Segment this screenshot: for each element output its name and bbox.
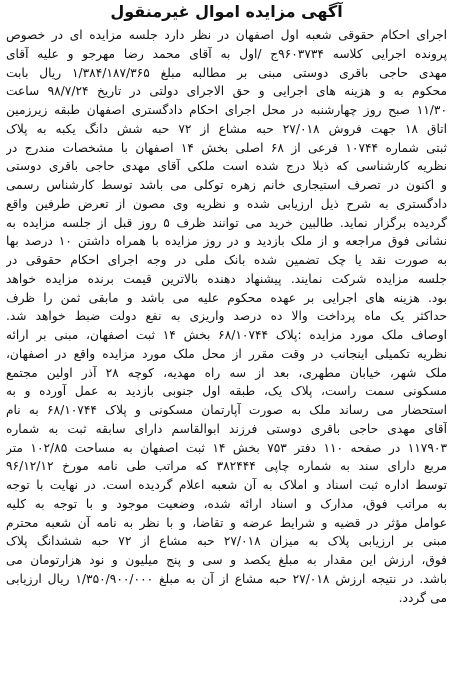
notice-body-line: استحضار می رساند ملک به صورت آپارتمان مسکونی و پلاک ۶۸/۱۰۷۴۴ به نام — [6, 403, 447, 417]
notice-body-line: گردیده برگزار نماید. طالبین خرید می توانند ظرف ۵ روز قبل از جلسه مزایده به — [6, 215, 447, 230]
notice-title: آگهی مزایده اموال غیرمنقول — [110, 2, 343, 21]
notice-body-line: حداکثر یک ماه پرداخت والا ده درصد واریزی به نفع دولت ضبط خواهد شد. — [6, 309, 447, 324]
notice-body-line: باشد. در نتیجه ارزش ۲۷/۰۱۸ حبه مشاع از آن به مبلغ ۱/۳۵۰/۹۰۰/۰۰۰ ریال ارزیابی — [6, 571, 447, 586]
notice-body-line: مربع دارای سند به شماره چاپی ۳۸۲۴۴۴ که مراتب طی نامه مورخ ۹۶/۱۲/۱۲ — [6, 459, 447, 474]
notice-body-line: جلسه مزایده شرکت نمایند. پیشنهاد دهنده بالاترین قیمت برنده مزایده خواهد — [6, 271, 447, 286]
notice-body-line: اتاق ۱۸ جهت فروش ۲۷/۰۱۸ حبه مشاع از ۷۲ حبه شش دانگ یکبه به پلاک — [6, 121, 447, 136]
notice-body-line: توسط اداره ثبت اسناد و املاک به آن شعبه اعلام گردیده است. در نهایت با توجه — [6, 478, 447, 492]
notice-body-line: ملک شهر، خیابان مطهری، بعد از سه راه مهدیه، کوچه ۲۸ آذر اولین مجتمع — [6, 365, 447, 380]
notice-body-line: نشانی فوق مراجعه و از ملک بازدید و در روز مزایده با همراه داشتن ۱۰ درصد بها — [6, 234, 447, 249]
notice-body — [4, 26, 449, 607]
notice-body-line: عوامل مؤثر در قضیه و شرایط عرضه و تقاضا، و با نظر به نامه آن شعبه محترم — [6, 515, 447, 530]
notice-body-line: ۱۱۷۹۰۳ در صفحه ۱۱۰ دفتر ۷۵۳ بخش ۱۴ ثبت اصفهان به مساحت ۱۰۲/۸۵ متر — [6, 440, 447, 455]
notice-body-line: مسکونی سمت راست، پلاک یک، طبقه اول جنوبی بازدید به عمل آورده و به — [6, 384, 447, 399]
notice-body-line: ثبتی شماره ۱۰۷۴۴ فرعی از ۶۸ اصلی بخش ۱۴ اصفهان با مشخصات مندرج در — [6, 140, 447, 155]
notice-body-line: به مراتب فوق، مدارک و اسناد ارائه شده، وضعیت موجود و با توجه به کلیه — [6, 496, 447, 511]
notice-body-line: مهدی حاجی باقری دوستی مبنی بر مطالبه مبلغ ۱/۳۸۴/۱۸۷/۳۶۵ ریال بابت — [6, 65, 447, 80]
notice-body-line: پرونده اجرایی کلاسه ۹۶۰۳۷۳۴ج /اول به آقای محمد رضا مهرجو و علیه آقای — [6, 46, 447, 61]
notice-body-line: به صورت نقد یا چک تضمین شده بانک ملی در وجه اجرای احکام حقوقی در — [6, 253, 447, 267]
notice-body-line: می گردد. — [398, 590, 447, 605]
notice-body-line: بود. هزینه های اجرایی بر عهده محکوم علیه می باشد و مابقی ثمن را ظرف — [6, 290, 447, 305]
notice-body-line: نظریه کارشناسی که ذیلا درج شده است ملکی آقای مهدی حاجی باقری دوستی — [6, 159, 447, 174]
notice-body-line: و اکنون در تصرف استیجاری خانم زهره توکلی می باشد توسط کارشناس رسمی — [6, 178, 447, 192]
notice-body-line: مبنی بر ارزیابی پلاک به میزان ۲۷/۰۱۸ حبه مشاع از ۷۲ حبه ششدانگ پلاک — [6, 534, 447, 549]
notice-document — [4, 2, 449, 684]
notice-body-line: نظریه تکمیلی اینجانب در وقت مقرر از محل ملک مورد مزایده واقع در اصفهان، — [6, 346, 447, 361]
notice-body-line: دادگستری به شرح ذیل ارزیابی شده و نظریه وی مصون از تعرض طرفین واقع — [6, 196, 447, 211]
notice-body-line: اجرای احکام حقوقی شعبه اول اصفهان در نظر دارد جلسه مزایده ای در خصوص — [6, 28, 447, 42]
notice-body-line: اوصاف ملک مورد مزایده :پلاک ۶۸/۱۰۷۴۴ بخش ۱۴ ثبت اصفهان، مبنی بر ارائه — [6, 328, 447, 342]
notice-body-line: ۱۱/۳۰ صبح روز چهارشنبه در محل اجرای احکام دادگستری اصفهان طبقه زیرزمین — [6, 103, 447, 117]
notice-body-line: آقای مهدی حاجی باقری دوستی فرزند ابوالقاسم دارای سابقه ثبت به شماره — [6, 421, 447, 436]
notice-body-line: محکوم به و هزینه های اجرایی و حق الاجرای دولتی در تاریخ ۹۸/۷/۲۴ ساعت — [6, 84, 447, 99]
notice-body-line: فوق، ارزش این مقدار به مبلغ یکصد و سی و پنج میلیون و نود هزارتومان می — [6, 553, 447, 567]
